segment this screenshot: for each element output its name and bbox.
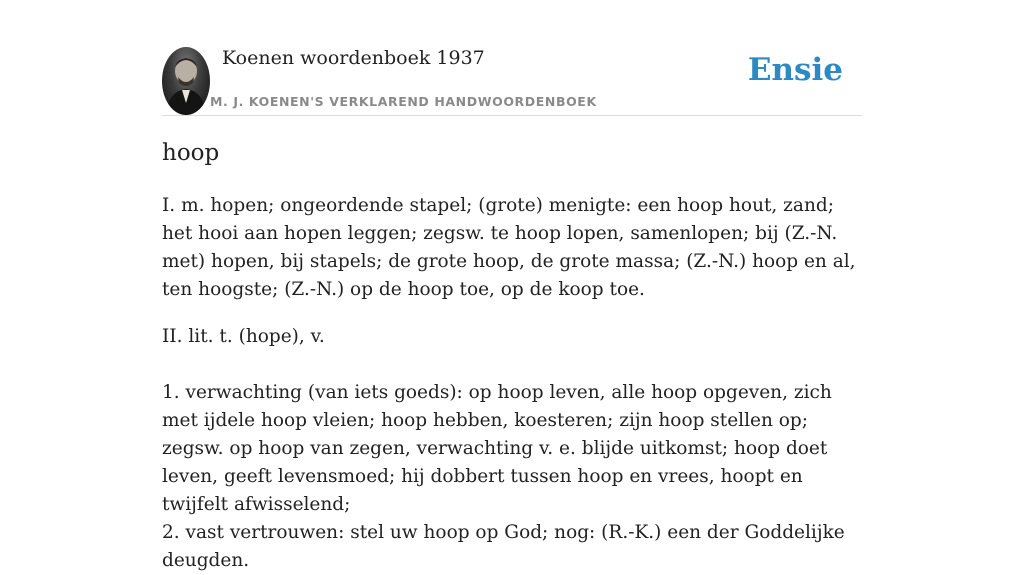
entry-sense-2: II. lit. t. (hope), v. xyxy=(162,326,325,347)
entry-headword: hoop xyxy=(162,140,220,166)
entry-body xyxy=(162,192,862,575)
book-subtitle: M. J. KOENEN'S VERKLAREND HANDWOORDENBOEK xyxy=(210,94,597,109)
author-portrait xyxy=(162,47,210,115)
book-title[interactable]: Koenen woordenboek 1937 xyxy=(222,47,485,69)
entry-sense-1: I. m. hopen; ongeordende stapel; (grote) menigte: een hoop hout, zand; het hooi aan hopen leggen; zegsw. te hoop lopen, samenlopen; bij (Z.-N. met) hopen, bij stapels; de grote hoop, de grote massa; (Z.-N.) hoop en al, ten hoogste; (Z.-N.) op de hoop toe, op de koop toe. xyxy=(162,195,856,300)
entry-subsense-2: 2. vast vertrouwen: stel uw hoop op God; nog: (R.-K.) een der Goddelijke deugden. xyxy=(162,522,845,571)
ensie-logo[interactable]: Ensie xyxy=(747,52,843,88)
entry-subsense-1: 1. verwachting (van iets goeds): op hoop leven, alle hoop opgeven, zich met ijdele hoop vleien; hoop hebben, koesteren; zijn hoop stellen op; zegsw. op hoop van zegen, verwachting v. e. blijde uitkomst; hoop doet leven, geeft levensmoed; hij dobbert tussen hoop en vrees, hoopt en twijfelt afwisselend; xyxy=(162,382,832,515)
site-header xyxy=(162,44,862,116)
